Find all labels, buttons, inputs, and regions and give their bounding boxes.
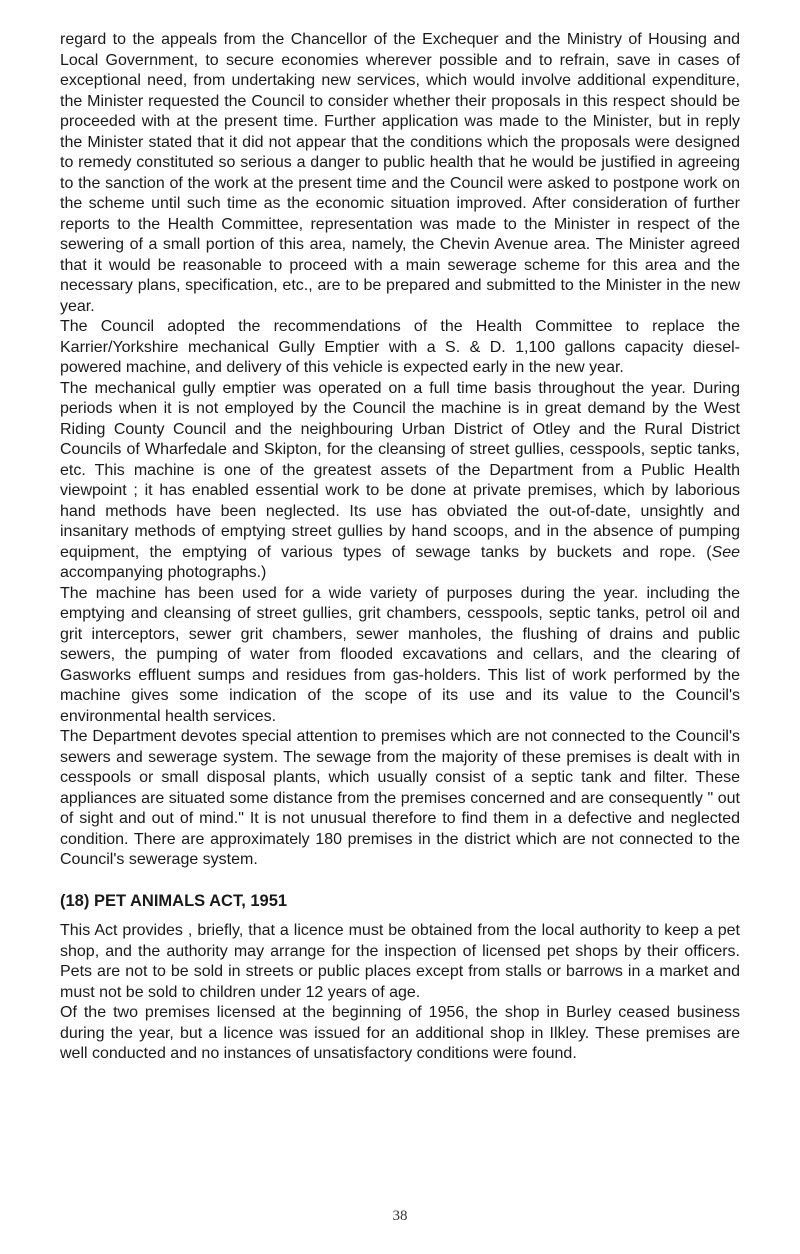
paragraph-machine-uses: The machine has been used for a wide variety of purposes during the year. including the emptying and cleansing of street gullies, grit chambers, cesspools, septic tanks, petrol oil and grit interceptors, sewer grit chambers, sewer manholes, the flushing of drains and public sewers, the pumping of water from flooded excavations and cellars, and the clearing of Gasworks effluent sumps and residues from gas-holders. This list of work performed by the machine gives some indication of the scope of its use and its value to the Council's environmental health services. xyxy=(60,584,740,725)
section-heading-pet-animals xyxy=(60,891,740,912)
section-number: (18) xyxy=(60,891,90,910)
paragraph-gully-emptier-replacement: The Council adopted the recommendations of the Health Committee to replace the Karrier/Yorkshire mechanical Gully Emptier with a S. & D. 1,100 gallons capacity diesel-powered machine, and delivery of this vehicle is expected early in the new year. xyxy=(60,318,740,376)
section-title: PET ANIMALS ACT, 1951 xyxy=(93,891,288,910)
paragraph-pet-animals-act: This Act provides , briefly, that a licence must be obtained from the local authority to keep a pet shop, and the authority may arrange for the inspection of licensed pet shops by their officers. Pets are not to be sold in streets or public places except from stalls or barrows in a market and must not be sold to children under 12 years of age. xyxy=(60,922,740,1001)
paragraph-sewerage-scheme: regard to the appeals from the Chancellor of the Exchequer and the Ministry of Housing and Local Government, to secure economies wherever possible and to refrain, save in cases of exceptional need, from undertaking new services, which would involve additional expenditure, the Minister requested the Council to consider whether their proposals in this respect should be proceeded with at the present time. Further application was made to the Minister, but in reply the Minister stated that it did not appear that the conditions which the proposals were designed to remedy constituted so serious a danger to public health that he would be justified in agreeing to the sanction of the work at the present time and the Council were asked to postpone work on the scheme until such time as the economic situation improved. After consideration of further reports to the Health Committee, representation was made to the Minister in respect of the sewering of a small portion of this area, namely, the Chevin Avenue area. The Minister agreed that it would be reasonable to proceed with a main sewerage scheme for this area and the necessary plans, specification, etc., are to be prepared and submitted to the Minister in the new year. xyxy=(60,31,740,315)
paragraph-gully-emptier-operation xyxy=(60,379,740,584)
paragraph-gully-emptier-operation-text: The mechanical gully emptier was operated on a full time basis throughout the year. During periods when it is not employed by the Council the machine is in great demand by the West Riding County Council and the neighbouring Urban District of Otley and the Rural District Councils of Wharfedale and Skipton, for the cleansing of street gullies, cesspools, septic tanks, etc. This machine is one of the greatest assets of the Department from a Public Health viewpoint ; it has enabled essential work to be done at private premises, which by laborious hand methods have been neglected. Its use has obviated the out-of-date, unsightly and insanitary methods of emptying street gullies by hand scoops, and in the absence of pumping equipment, the emptying of various types of sewage tanks by buckets and rope. xyxy=(60,379,740,561)
document-page xyxy=(60,30,740,1065)
photo-note-rest: accompanying photographs.) xyxy=(60,564,267,581)
photo-note-see: See xyxy=(711,543,740,561)
photo-note-open: ( xyxy=(695,543,712,561)
page-number: 38 xyxy=(392,1208,408,1224)
paragraph-unconnected-premises: The Department devotes special attention to premises which are not connected to the Council's sewers and sewerage system. The sewage from the majority of these premises is dealt with in cesspools or small disposal plants, which usually consist of a septic tank and filter. These appliances are situated some distance from the premises concerned and are consequently " out of sight and out of mind." It is not unusual therefore to find them in a defective and neglected condition. There are approximately 180 premises in the district which are not connected to the Council's sewerage system. xyxy=(60,728,740,868)
paragraph-pet-shop-licences: Of the two premises licensed at the beginning of 1956, the shop in Burley ceased business during the year, but a licence was issued for an additional shop in Ilkley. These premises are well conducted and no instances of unsatisfactory conditions were found. xyxy=(60,1004,740,1062)
